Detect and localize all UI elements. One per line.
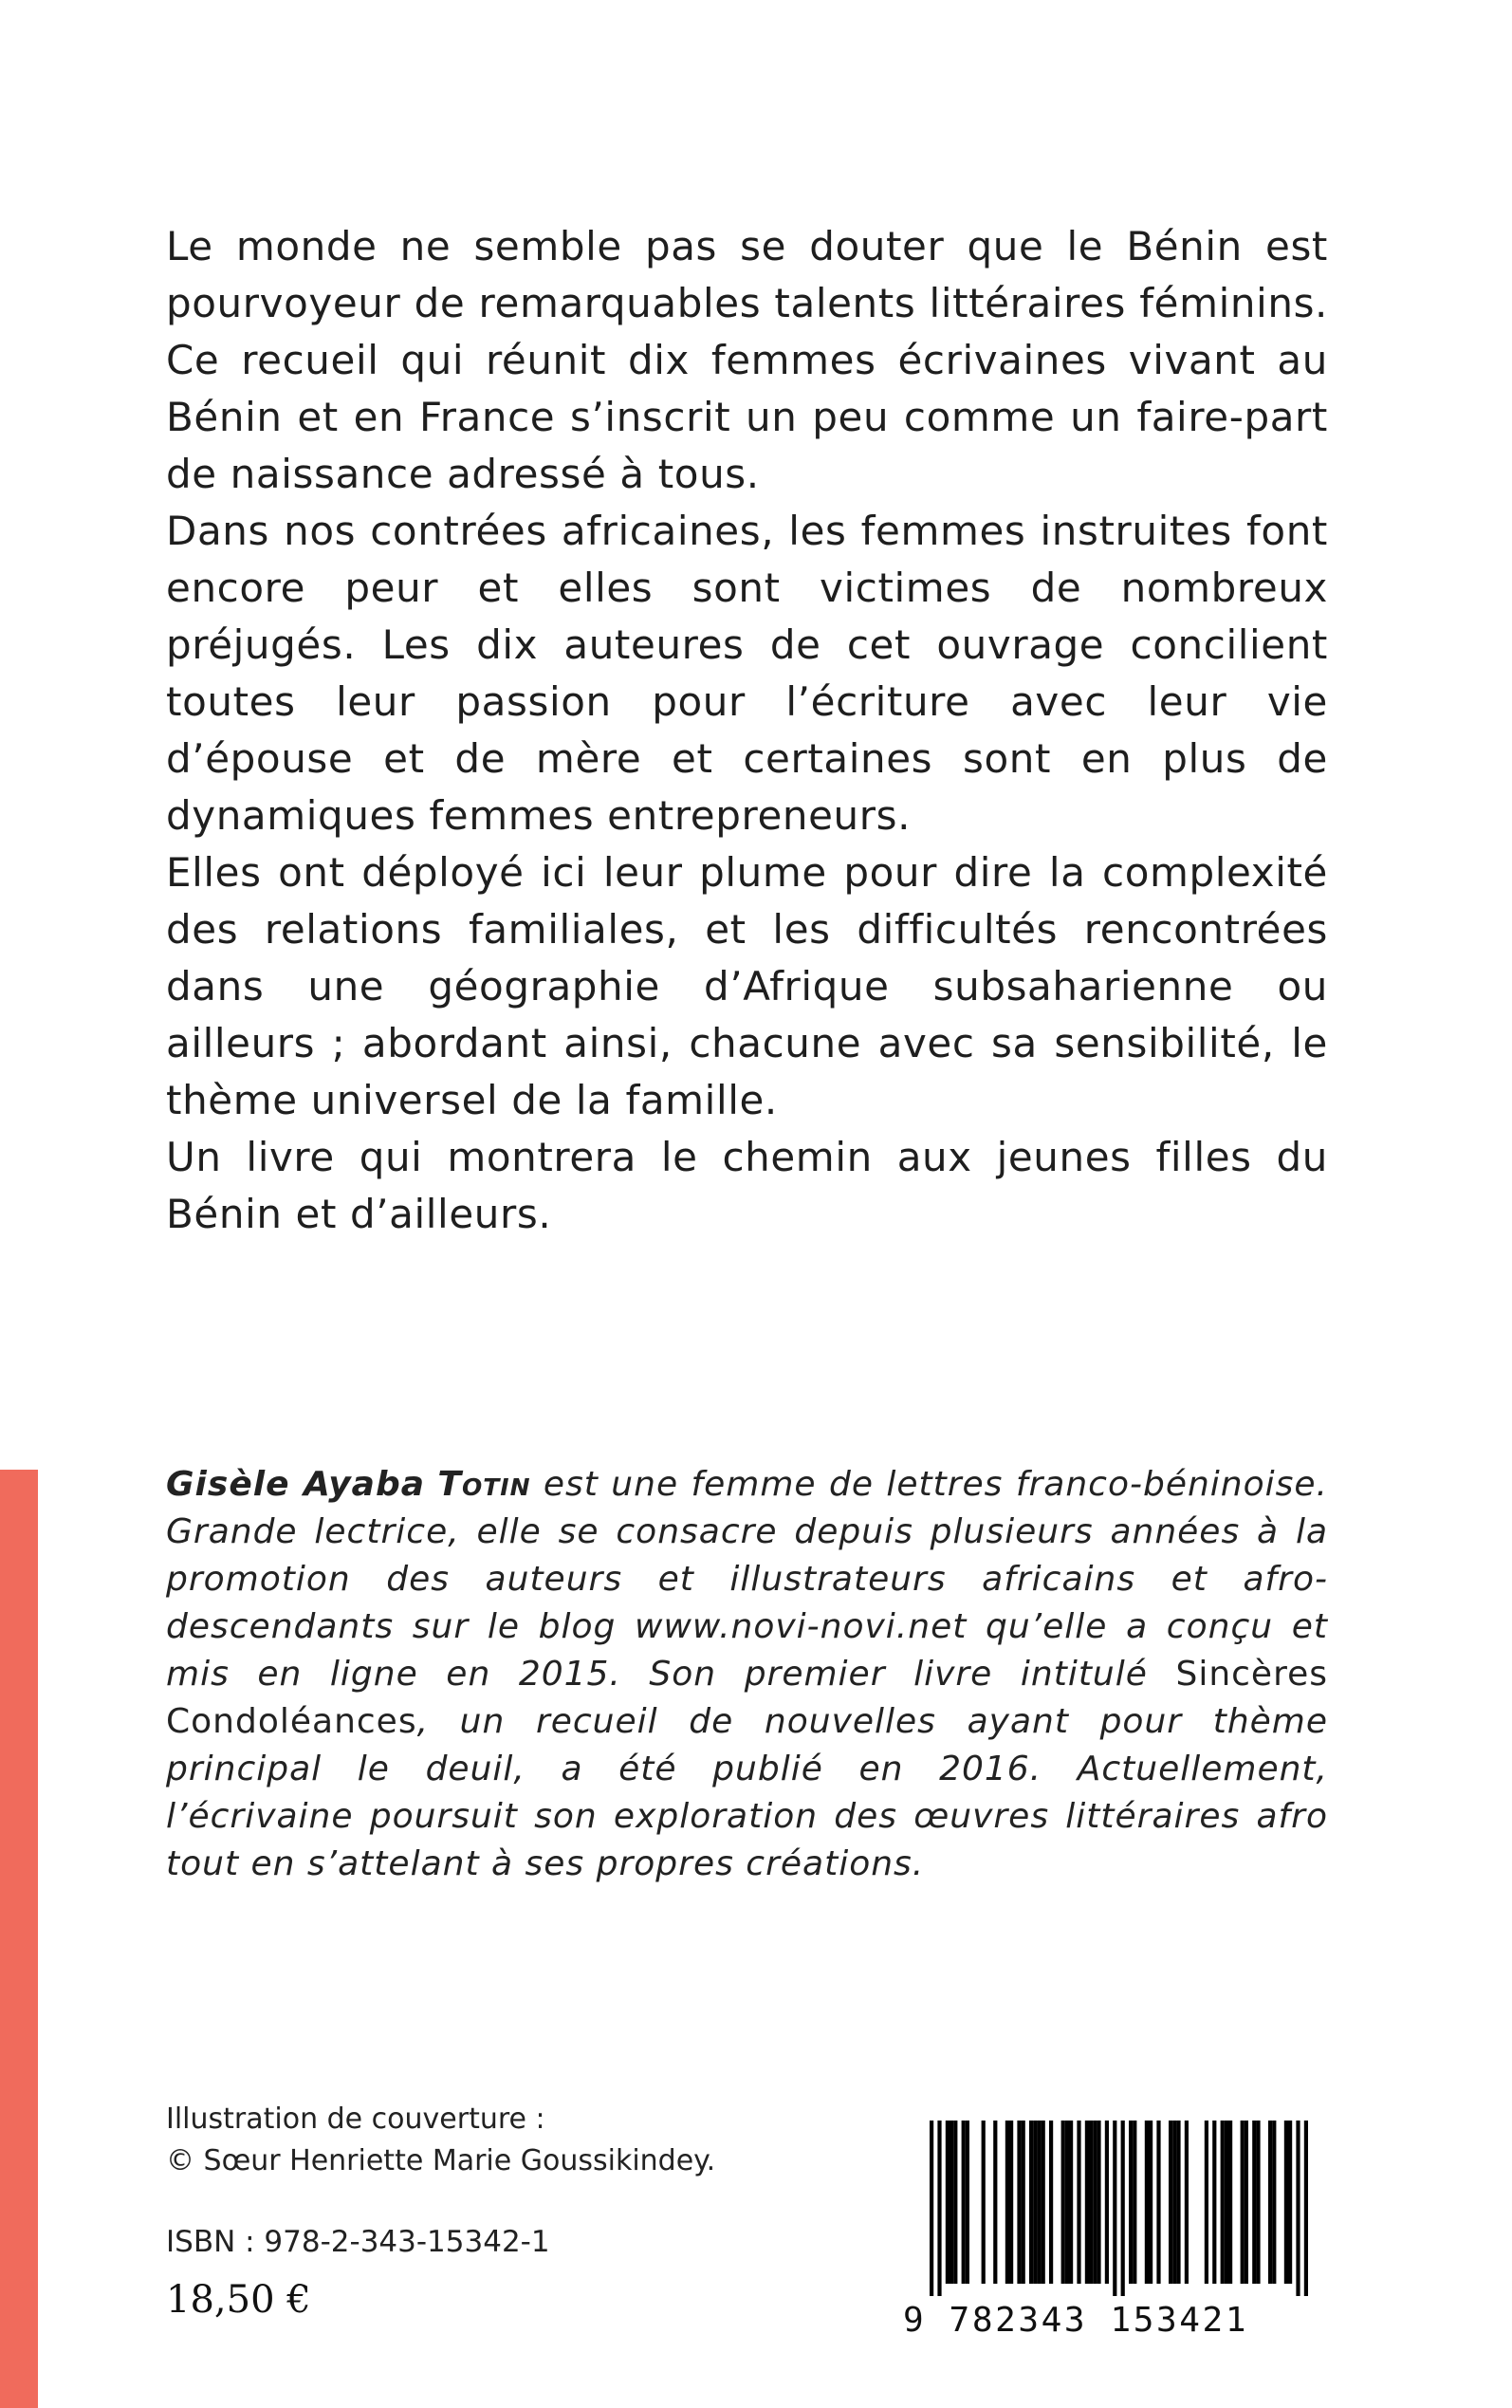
barcode-bar <box>1169 2121 1172 2284</box>
blurb-paragraph: Dans nos contrées africaines, les femmes instruites font encore peur et elles sont victimes de nombreux préjugés. Les dix auteures de cet ouvrage concilient toutes leur passion pour l’écriture avec leur vie d’épouse et de mère et certaines sont en plus de dynamiques femmes entrepreneurs. <box>166 508 1328 839</box>
barcode-bar <box>1042 2121 1045 2284</box>
barcode-bar <box>993 2121 997 2284</box>
barcode-bar <box>1065 2121 1069 2284</box>
barcode <box>903 2121 1328 2340</box>
previous-book-title: Sincères Condoléances <box>166 1655 1328 1741</box>
barcode-bar <box>1212 2121 1216 2284</box>
accent-side-band <box>0 1470 38 2408</box>
bio-text: , un recueil de nouvelles ayant pour thème principal le deuil, a été publié en 2016. Actuellement, l’écrivaine poursuit son exploration des œuvres littéraires afro tout en s’attelant à ses propres créations. <box>166 1702 1328 1883</box>
price: 18,50 € <box>166 2278 311 2322</box>
barcode-bar <box>1272 2121 1276 2284</box>
barcode-bar <box>1133 2121 1136 2284</box>
barcode-bar <box>1033 2121 1037 2284</box>
barcode-bar <box>1121 2121 1125 2296</box>
barcode-bar <box>1049 2121 1053 2284</box>
blurb-paragraph: Elles ont déployé ici leur plume pour dire la complexité des relations familiales, et les difficultés rencontrées dans une géographie d’Afrique subsaharienne ou ailleurs ; abordant ainsi, chacune avec sa sensibilité, le thème universel de la famille. <box>166 849 1328 1123</box>
barcode-bar <box>1009 2121 1013 2284</box>
barcode-bar <box>1288 2121 1292 2284</box>
barcode-bar <box>1129 2121 1133 2284</box>
barcode-bar <box>1176 2121 1180 2284</box>
barcode-bar <box>950 2121 953 2284</box>
barcode-bar <box>1241 2121 1245 2284</box>
barcode-bar <box>966 2121 969 2284</box>
barcode-bar <box>1017 2121 1021 2284</box>
barcode-bar <box>1149 2121 1152 2284</box>
barcode-bar <box>1097 2121 1100 2284</box>
isbn-number: ISBN : 978-2-343-15342-1 <box>166 2225 550 2259</box>
barcode-bar <box>1228 2121 1232 2284</box>
barcode-bar <box>1029 2121 1033 2284</box>
barcode-bar <box>1252 2121 1256 2284</box>
barcode-bar <box>1304 2121 1308 2296</box>
barcode-bar <box>1172 2121 1176 2284</box>
barcode-bar <box>1093 2121 1097 2284</box>
barcode-bar <box>1069 2121 1073 2284</box>
illustration-credits <box>166 2099 715 2182</box>
barcode-bar <box>1296 2121 1300 2296</box>
barcode-bar <box>1225 2121 1228 2284</box>
barcode-bar <box>1005 2121 1009 2284</box>
barcode-bar <box>1089 2121 1093 2284</box>
illustration-label: Illustration de couverture : <box>166 2102 545 2136</box>
barcode-bar <box>1145 2121 1149 2284</box>
author-biography <box>166 1461 1328 1888</box>
blurb-paragraph: Le monde ne semble pas se douter que le Bénin est pourvoyeur de remarquables talents littéraires féminins. Ce recueil qui réunit dix femmes écrivaines vivant au Bénin et en France s’inscrit un peu comme un faire-part de naissance adressé à tous. <box>166 223 1328 497</box>
back-cover-blurb <box>166 218 1328 1243</box>
blurb-paragraph: Un livre qui montrera le chemin aux jeunes filles du Bénin et d’ailleurs. <box>166 1134 1328 1237</box>
barcode-bar <box>1185 2121 1189 2284</box>
barcode-bar <box>1037 2121 1041 2284</box>
barcode-bar <box>1085 2121 1089 2284</box>
barcode-bar <box>1105 2121 1109 2284</box>
illustration-credit: © Sœur Henriette Marie Goussikindey. <box>166 2144 716 2177</box>
barcode-bar <box>1205 2121 1208 2284</box>
barcode-bar <box>937 2121 941 2296</box>
barcode-bar <box>982 2121 986 2284</box>
barcode-bar <box>1221 2121 1225 2284</box>
barcode-bars <box>903 2121 1328 2296</box>
barcode-bar <box>1022 2121 1025 2284</box>
barcode-digits: 9 782343 153421 <box>903 2301 1249 2340</box>
barcode-bar <box>946 2121 950 2284</box>
barcode-bar <box>953 2121 957 2284</box>
barcode-bar <box>962 2121 966 2284</box>
barcode-bar <box>930 2121 933 2296</box>
barcode-bar <box>1156 2121 1160 2284</box>
barcode-bar <box>1284 2121 1288 2284</box>
barcode-bar <box>1113 2121 1116 2296</box>
barcode-bar <box>1268 2121 1272 2284</box>
author-first-name: Gisèle Ayaba <box>166 1465 426 1504</box>
barcode-bar <box>1256 2121 1260 2284</box>
barcode-bar <box>1245 2121 1248 2284</box>
barcode-bar <box>1061 2121 1065 2284</box>
barcode-bar <box>1077 2121 1080 2284</box>
author-last-name: Totin <box>437 1465 531 1504</box>
bio-text: est une femme de lettres franco-béninoise. Grande lectrice, elle se consacre depuis plusieurs années à la promotion des auteurs et illustrateurs africains et afro-descendants sur le blog www.novi-novi.net qu’elle a conçu et mis en ligne en 2015. Son premier livre intitulé <box>166 1465 1328 1694</box>
